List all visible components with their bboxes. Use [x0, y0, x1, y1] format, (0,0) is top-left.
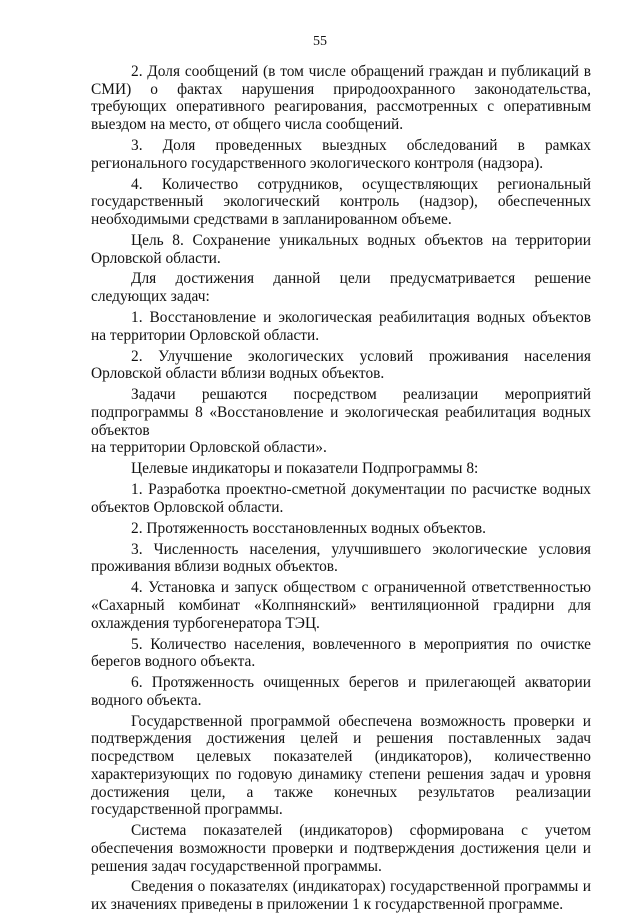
paragraph-target-2: 2. Протяженность восстановленных водных объектов. — [131, 519, 486, 537]
paragraph-target-1: 1. Разработка проектно-сметной документации по расчистке водных объектов Орловской области. — [91, 481, 591, 516]
paragraph-appendix-reference: Сведения о показателях (индикаторах) государственной программы и их значениях приведены в приложении 1 к государственной программе. — [91, 878, 591, 914]
paragraph-goal-8: Цель 8. Сохранение уникальных водных объектов на территории Орловской области. — [91, 231, 591, 267]
paragraph-subprogram-8: Задачи решаются посредством реализации мероприятий подпрограммы 8 «Восстановление и экологическая реабилитация водных объектов — [91, 386, 591, 439]
paragraph-indicator-system: Система показателей (индикаторов) сформирована с учетом обеспечения возможности проверки и подтверждения достижения цели и решения задач государственной программы. — [91, 822, 591, 875]
paragraph-tasks-intro: Для достижения данной цели предусматривается решение следующих задач: — [91, 270, 591, 306]
paragraph-subprogram-8-continued: на территории Орловской области». — [91, 439, 327, 457]
paragraph-indicator-4: 4. Количество сотрудников, осуществляющих региональный государственный экологический контроль (надзор), обеспеченных необходимыми средствами в запланированном объеме. — [91, 175, 591, 228]
paragraph-task-2: 2. Улучшение экологических условий проживания населения Орловской области вблизи водных объектов. — [91, 347, 591, 383]
paragraph-targets-heading: Целевые индикаторы и показатели Подпрограммы 8: — [131, 460, 479, 478]
paragraph-verification: Государственной программой обеспечена возможность проверки и подтверждения достижения целей и решения поставленных задач посредством целевых показателей (индикаторов), количественно характеризующих по годовую динамику степени решения задач и уровня достижения цели, а также конечных результатов реализации государственной программы. — [91, 712, 591, 819]
paragraph-target-6: 6. Протяженность очищенных берегов и прилегающей акватории водного объекта. — [91, 674, 591, 709]
page-number: 55 — [313, 34, 327, 49]
paragraph-indicator-3: 3. Доля проведенных выездных обследований в рамках регионального государственного экологического контроля (надзора). — [91, 137, 591, 172]
paragraph-indicator-2: 2. Доля сообщений (в том числе обращений граждан и публикаций в СМИ) о фактах нарушения природоохранного законодательства, требующих оперативного реагирования, рассмотренных с оперативным выездом на место, от общего числа сообщений. — [91, 63, 591, 134]
paragraph-target-3: 3. Численность населения, улучшившего экологические условия проживания вблизи водных объектов. — [91, 540, 591, 576]
paragraph-target-5: 5. Количество населения, вовлеченного в мероприятия по очистке берегов водного объекта. — [91, 635, 591, 671]
body-text — [91, 63, 591, 917]
paragraph-target-4: 4. Установка и запуск обществом с ограниченной ответственностью «Сахарный комбинат «Колпнянский» вентиляционной градирни для охлаждения турбогенератора ТЭЦ. — [91, 579, 591, 632]
paragraph-task-1: 1. Восстановление и экологическая реабилитация водных объектов на территории Орловской области. — [91, 309, 591, 344]
